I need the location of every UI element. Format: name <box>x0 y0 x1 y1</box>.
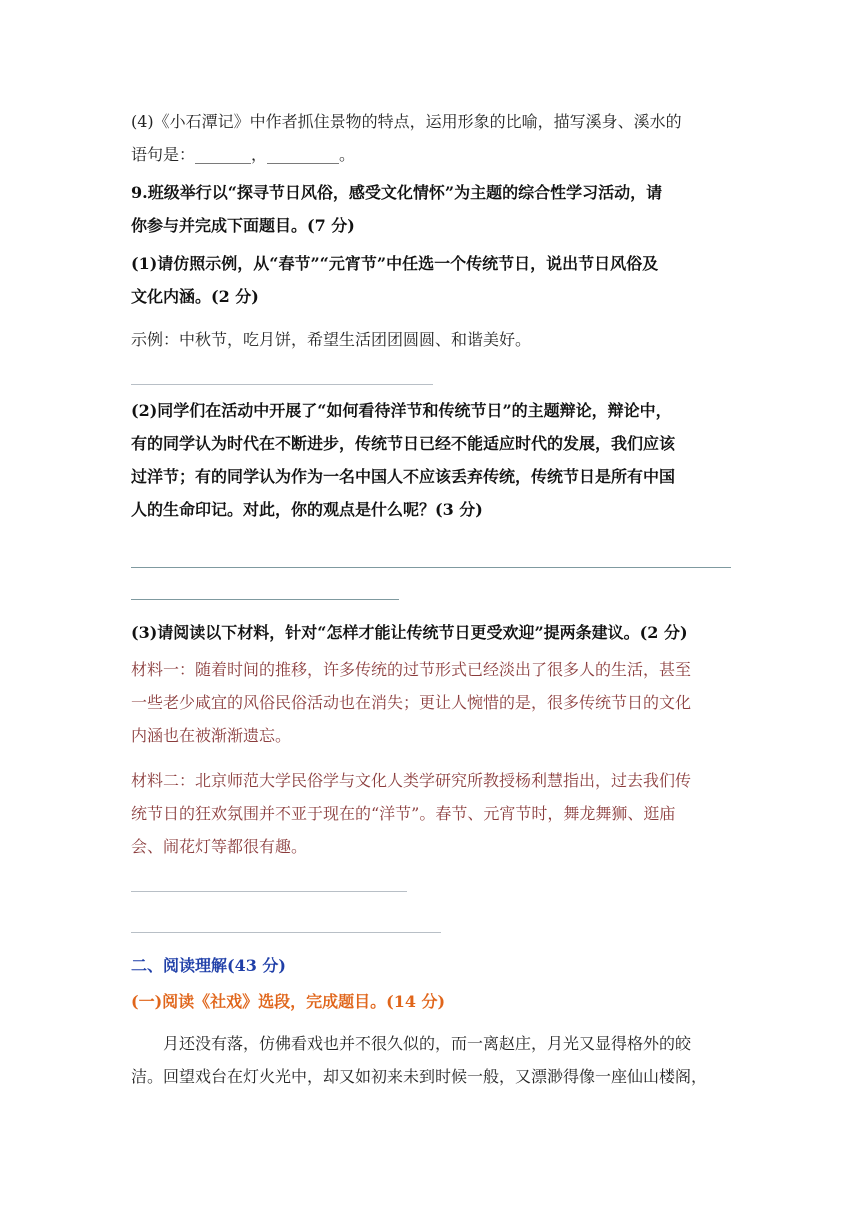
section-2-heading <box>131 956 731 976</box>
example-text <box>131 330 731 350</box>
question-9-1-line-2: 文化内涵。(2 分) <box>131 287 259 306</box>
answer-line-4[interactable] <box>131 891 407 892</box>
passage-line-1: 月还没有落，仿佛看戏也并不很久似的，而一离赵庄，月光又显得格外的皎 <box>163 1034 692 1053</box>
question-9-3-line: (3)请阅读以下材料，针对“怎样才能让传统节日更受欢迎”提两条建议。(2 分) <box>131 623 688 642</box>
section-2-title: 二、阅读理解(43 分) <box>131 956 286 975</box>
question-9-2 <box>131 401 731 520</box>
passage <box>131 1034 731 1087</box>
material-2 <box>131 771 731 857</box>
question-9-3 <box>131 623 731 643</box>
example-line: 示例：中秋节，吃月饼，希望生活团团圆圆、和谐美好。 <box>131 330 532 349</box>
question-9 <box>131 183 731 236</box>
answer-line-3[interactable] <box>131 599 399 600</box>
question-9-2-line-4: 人的生命印记。对此，你的观点是什么呢？(3 分) <box>131 500 483 519</box>
material-1 <box>131 660 731 746</box>
question-9-2-line-2: 有的同学认为时代在不断进步，传统节日已经不能适应时代的发展，我们应该 <box>131 434 676 453</box>
answer-line-5[interactable] <box>131 932 441 933</box>
material-2-line-2: 统节日的狂欢氛围并不亚于现在的“洋节”。春节、元宵节时，舞龙舞狮、逛庙 <box>131 804 676 823</box>
material-1-line-1: 材料一：随着时间的推移，许多传统的过节形式已经淡出了很多人的生活，甚至 <box>131 660 692 679</box>
section-2-sub-title: (一)阅读《社戏》选段，完成题目。(14 分) <box>131 992 446 1011</box>
question-9-2-line-1: (2)同学们在活动中开展了“如何看待洋节和传统节日”的主题辩论，辩论中， <box>131 401 672 420</box>
passage-line-2: 洁。回望戏台在灯火光中，却又如初来未到时候一般，又漂渺得像一座仙山楼阁， <box>131 1067 708 1086</box>
question-4-line-2: 语句是：_______，_________。 <box>131 145 356 164</box>
question-4 <box>131 112 731 165</box>
question-9-2-line-3: 过洋节；有的同学认为作为一名中国人不应该丢弃传统，传统节日是所有中国 <box>131 467 676 486</box>
material-1-line-2: 一些老少咸宜的风俗民俗活动也在消失；更让人惋惜的是，很多传统节日的文化 <box>131 693 692 712</box>
section-2-subheading <box>131 992 731 1012</box>
question-9-1 <box>131 254 731 307</box>
material-1-line-3: 内涵也在被渐渐遗忘。 <box>131 726 292 745</box>
question-9-line-2: 你参与并完成下面题目。(7 分) <box>131 216 355 235</box>
question-4-line-1: (4)《小石潭记》中作者抓住景物的特点，运用形象的比喻，描写溪身、溪水的 <box>131 112 682 131</box>
question-9-1-line-1: (1)请仿照示例，从“春节”“元宵节”中任选一个传统节日，说出节日风俗及 <box>131 254 659 273</box>
material-2-line-3: 会、闹花灯等都很有趣。 <box>131 837 308 856</box>
material-2-line-1: 材料二：北京师范大学民俗学与文化人类学研究所教授杨利慧指出，过去我们传 <box>131 771 692 790</box>
question-9-line-1: 9.班级举行以“探寻节日风俗，感受文化情怀”为主题的综合性学习活动，请 <box>131 183 663 202</box>
answer-line-1[interactable] <box>131 384 433 385</box>
answer-line-2[interactable] <box>131 567 731 568</box>
